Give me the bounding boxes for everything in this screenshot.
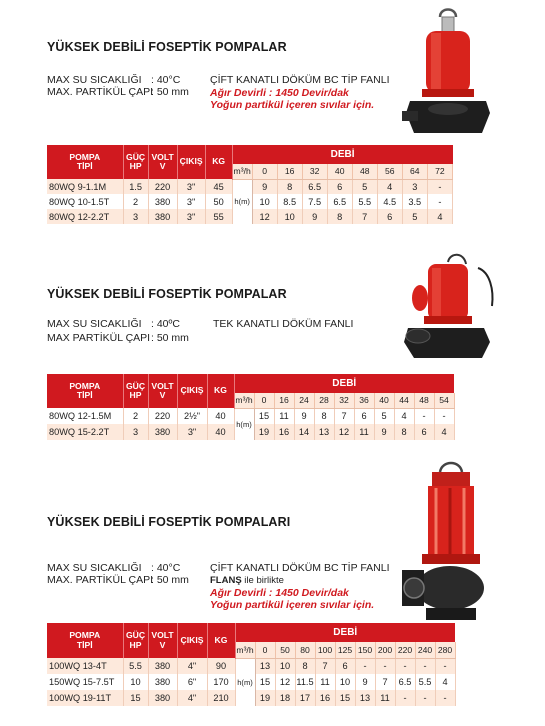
head-value: 8 xyxy=(314,408,334,424)
head-value: 6 xyxy=(335,658,355,674)
voltage: 380 xyxy=(148,674,177,690)
flange-label: FLANŞ xyxy=(210,575,242,586)
model-name: 150WQ 15-7.5T xyxy=(47,674,123,690)
pump-table-2 xyxy=(47,374,455,440)
section-3-note-usage: Yoğun partikül içeren sıvılar için. xyxy=(210,599,375,611)
header-outlet: ÇIKIŞ xyxy=(177,374,207,408)
head-value: 11 xyxy=(354,424,374,440)
outlet-size: 4" xyxy=(177,690,207,706)
head-value: - xyxy=(395,658,415,674)
header-pump-type: POMPA TİPİ xyxy=(47,374,123,408)
spec-label: MAX. PARTİKÜL ÇAPI xyxy=(47,86,153,98)
header-voltage: VOLT V xyxy=(148,145,177,179)
head-value: 10 xyxy=(275,658,295,674)
header-weight: KG xyxy=(207,623,235,658)
model-name: 80WQ 15-2.2T xyxy=(47,424,123,440)
head-value: 5 xyxy=(402,209,427,224)
section-2-feature: TEK KANATLI DÖKÜM FANLI xyxy=(213,318,354,330)
power-hp: 15 xyxy=(123,690,148,706)
model-name: 100WQ 19-11T xyxy=(47,690,123,706)
head-value: 15 xyxy=(255,674,275,690)
section-1-note-usage: Yoğun partikül içeren sıvılar için. xyxy=(210,99,375,111)
power-hp: 5.5 xyxy=(123,658,148,674)
head-value: 8 xyxy=(277,179,302,194)
spec-label: MAX PARTİKÜL ÇAPI xyxy=(47,332,151,344)
header-power: GÜÇ HP xyxy=(123,623,148,658)
head-value: 5.5 xyxy=(352,194,377,209)
flow-value: 64 xyxy=(402,164,427,179)
flow-unit: m³/h xyxy=(232,164,252,179)
head-value: 11 xyxy=(315,674,335,690)
head-value: 6 xyxy=(377,209,402,224)
flow-value: 280 xyxy=(435,642,455,658)
model-name: 80WQ 10-1.5T xyxy=(47,194,123,209)
head-value: 13 xyxy=(255,658,275,674)
head-value: 15 xyxy=(254,408,274,424)
outlet-size: 3" xyxy=(177,209,205,224)
head-value: - xyxy=(434,408,454,424)
flow-value: 48 xyxy=(414,393,434,408)
spec-value: : 40°C xyxy=(151,74,181,86)
weight: 40 xyxy=(207,424,234,440)
head-value: 7 xyxy=(375,674,395,690)
header-outlet: ÇIKIŞ xyxy=(177,623,207,658)
section-3-flange-note xyxy=(210,575,284,587)
flow-value: 100 xyxy=(315,642,335,658)
header-flow: DEBİ xyxy=(235,623,455,642)
flow-value: 36 xyxy=(354,393,374,408)
section-3-title: YÜKSEK DEBİLİ FOSEPTİK POMPALARI xyxy=(47,515,291,529)
head-value: 9 xyxy=(252,179,277,194)
head-value: 4 xyxy=(377,179,402,194)
spec-value: : 50 mm xyxy=(151,86,189,98)
head-value: - xyxy=(435,690,455,706)
head-value: 15 xyxy=(335,690,355,706)
spec-value: : 50 mm xyxy=(151,574,189,586)
head-value: 6 xyxy=(354,408,374,424)
outlet-size: 6" xyxy=(177,674,207,690)
head-value: 5 xyxy=(374,408,394,424)
head-value: 8 xyxy=(394,424,414,440)
pump-1-image xyxy=(398,5,498,145)
head-value: 4 xyxy=(394,408,414,424)
flow-value: 56 xyxy=(377,164,402,179)
flow-value: 24 xyxy=(294,393,314,408)
header-pump-type: POMPA TİPİ xyxy=(47,145,123,179)
head-value: 3 xyxy=(402,179,427,194)
pump-3-image xyxy=(400,458,498,626)
head-value: 12 xyxy=(275,674,295,690)
weight: 90 xyxy=(207,658,235,674)
head-value: 6.5 xyxy=(327,194,352,209)
spec-value: : 50 mm xyxy=(151,332,189,344)
head-value: - xyxy=(427,194,452,209)
flow-value: 220 xyxy=(395,642,415,658)
weight: 50 xyxy=(205,194,232,209)
flow-value: 150 xyxy=(355,642,375,658)
head-value: - xyxy=(415,658,435,674)
head-value: 9 xyxy=(302,209,327,224)
header-power: GÜÇ HP xyxy=(123,145,148,179)
header-voltage: VOLT V xyxy=(148,374,177,408)
weight: 210 xyxy=(207,690,235,706)
head-value: 6 xyxy=(327,179,352,194)
head-value: 4 xyxy=(434,424,454,440)
header-power: GÜÇ HP xyxy=(123,374,148,408)
head-value: 6.5 xyxy=(395,674,415,690)
header-voltage: VOLT V xyxy=(148,623,177,658)
flow-unit: m³/h xyxy=(234,393,254,408)
head-value: 7 xyxy=(315,658,335,674)
outlet-size: 3" xyxy=(177,194,205,209)
header-flow: DEBİ xyxy=(234,374,454,393)
power-hp: 3 xyxy=(123,424,148,440)
weight: 40 xyxy=(207,408,234,424)
section-2-title: YÜKSEK DEBİLİ FOSEPTİK POMPALAR xyxy=(47,287,287,301)
flow-value: 48 xyxy=(352,164,377,179)
head-value: - xyxy=(414,408,434,424)
head-value: 4 xyxy=(435,674,455,690)
header-weight: KG xyxy=(205,145,232,179)
head-value: 5 xyxy=(352,179,377,194)
power-hp: 2 xyxy=(123,408,148,424)
header-flow: DEBİ xyxy=(232,145,452,164)
head-value: 8 xyxy=(327,209,352,224)
head-value: - xyxy=(415,690,435,706)
head-value: 10 xyxy=(277,209,302,224)
flow-value: 54 xyxy=(434,393,454,408)
head-value: 13 xyxy=(355,690,375,706)
head-unit: h(m) xyxy=(234,408,254,440)
voltage: 380 xyxy=(148,658,177,674)
section-1-feature: ÇİFT KANATLI DÖKÜM BC TİP FANLI xyxy=(210,74,390,86)
head-value: 19 xyxy=(254,424,274,440)
outlet-size: 3" xyxy=(177,179,205,194)
section-1-note-speed: Ağır Devirli : 1450 Devir/dak xyxy=(210,87,349,99)
flow-value: 80 xyxy=(295,642,315,658)
head-value: 11 xyxy=(274,408,294,424)
voltage: 220 xyxy=(148,408,177,424)
flow-value: 72 xyxy=(427,164,452,179)
head-value: 13 xyxy=(314,424,334,440)
head-value: - xyxy=(395,690,415,706)
model-name: 80WQ 12-2.2T xyxy=(47,209,123,224)
flow-value: 44 xyxy=(394,393,414,408)
head-value: 14 xyxy=(294,424,314,440)
spec-label: MAX SU SICAKLIĞI xyxy=(47,74,142,86)
head-value: - xyxy=(355,658,375,674)
head-value: 17 xyxy=(295,690,315,706)
header-weight: KG xyxy=(207,374,234,408)
head-value: 16 xyxy=(315,690,335,706)
head-value: 10 xyxy=(252,194,277,209)
head-value: 19 xyxy=(255,690,275,706)
head-value: 10 xyxy=(335,674,355,690)
head-value: 8.5 xyxy=(277,194,302,209)
header-outlet: ÇIKIŞ xyxy=(177,145,205,179)
voltage: 220 xyxy=(148,179,177,194)
head-value: 12 xyxy=(252,209,277,224)
flow-value: 28 xyxy=(314,393,334,408)
model-name: 80WQ 12-1.5M xyxy=(47,408,123,424)
table-row xyxy=(47,658,455,674)
weight: 170 xyxy=(207,674,235,690)
outlet-size: 3" xyxy=(177,424,207,440)
voltage: 380 xyxy=(148,194,177,209)
spec-value: : 40ºC xyxy=(151,318,180,330)
head-value: - xyxy=(375,658,395,674)
head-value: 5.5 xyxy=(415,674,435,690)
power-hp: 10 xyxy=(123,674,148,690)
head-value: 9 xyxy=(374,424,394,440)
head-unit: h(m) xyxy=(232,179,252,224)
flow-value: 32 xyxy=(334,393,354,408)
voltage: 380 xyxy=(148,690,177,706)
flow-value: 16 xyxy=(274,393,294,408)
head-value: - xyxy=(435,658,455,674)
head-value: 7 xyxy=(334,408,354,424)
section-3-note-speed: Ağır Devirli : 1450 Devir/dak xyxy=(210,587,349,599)
table-row xyxy=(47,179,453,194)
head-value: 18 xyxy=(275,690,295,706)
section-1-title: YÜKSEK DEBİLİ FOSEPTİK POMPALAR xyxy=(47,40,287,54)
section-3-feature: ÇİFT KANATLI DÖKÜM BC TİP FANLI xyxy=(210,562,390,574)
outlet-size: 4" xyxy=(177,658,207,674)
head-value: 9 xyxy=(294,408,314,424)
power-hp: 1.5 xyxy=(123,179,148,194)
flow-value: 16 xyxy=(277,164,302,179)
flow-value: 0 xyxy=(255,642,275,658)
head-value: 11 xyxy=(375,690,395,706)
flow-value: 125 xyxy=(335,642,355,658)
head-value: 3.5 xyxy=(402,194,427,209)
flow-value: 40 xyxy=(374,393,394,408)
table-row xyxy=(47,408,454,424)
head-value: 6.5 xyxy=(302,179,327,194)
header-pump-type: POMPA TİPİ xyxy=(47,623,123,658)
flow-value: 0 xyxy=(252,164,277,179)
head-value: 6 xyxy=(414,424,434,440)
spec-label: MAX. PARTİKÜL ÇAPI xyxy=(47,574,153,586)
power-hp: 2 xyxy=(123,194,148,209)
head-unit: h(m) xyxy=(235,658,255,706)
section-1-specs xyxy=(47,74,189,98)
head-value: 8 xyxy=(295,658,315,674)
pump-table-3 xyxy=(47,623,456,706)
flange-rest: ile birlikte xyxy=(241,575,284,586)
head-value: 12 xyxy=(334,424,354,440)
weight: 45 xyxy=(205,179,232,194)
head-value: 7 xyxy=(352,209,377,224)
voltage: 380 xyxy=(148,424,177,440)
weight: 55 xyxy=(205,209,232,224)
pump-table-1 xyxy=(47,145,453,224)
model-name: 100WQ 13-4T xyxy=(47,658,123,674)
head-value: - xyxy=(427,179,452,194)
head-value: 4.5 xyxy=(377,194,402,209)
spec-label: MAX SU SICAKLIĞI xyxy=(47,562,142,574)
flow-value: 200 xyxy=(375,642,395,658)
flow-value: 50 xyxy=(275,642,295,658)
section-3-specs xyxy=(47,562,189,586)
voltage: 380 xyxy=(148,209,177,224)
power-hp: 3 xyxy=(123,209,148,224)
spec-value: : 40°C xyxy=(151,562,181,574)
spec-label: MAX SU SICAKLIĞI xyxy=(47,318,142,330)
model-name: 80WQ 9-1.1M xyxy=(47,179,123,194)
flow-value: 40 xyxy=(327,164,352,179)
flow-value: 0 xyxy=(254,393,274,408)
head-value: 16 xyxy=(274,424,294,440)
outlet-size: 2½" xyxy=(177,408,207,424)
head-value: 9 xyxy=(355,674,375,690)
pump-2-image xyxy=(398,250,498,366)
flow-value: 32 xyxy=(302,164,327,179)
head-value: 11.5 xyxy=(295,674,315,690)
section-2-specs xyxy=(47,318,189,344)
flow-value: 240 xyxy=(415,642,435,658)
head-value: 7.5 xyxy=(302,194,327,209)
head-value: 4 xyxy=(427,209,452,224)
flow-unit: m³/h xyxy=(235,642,255,658)
